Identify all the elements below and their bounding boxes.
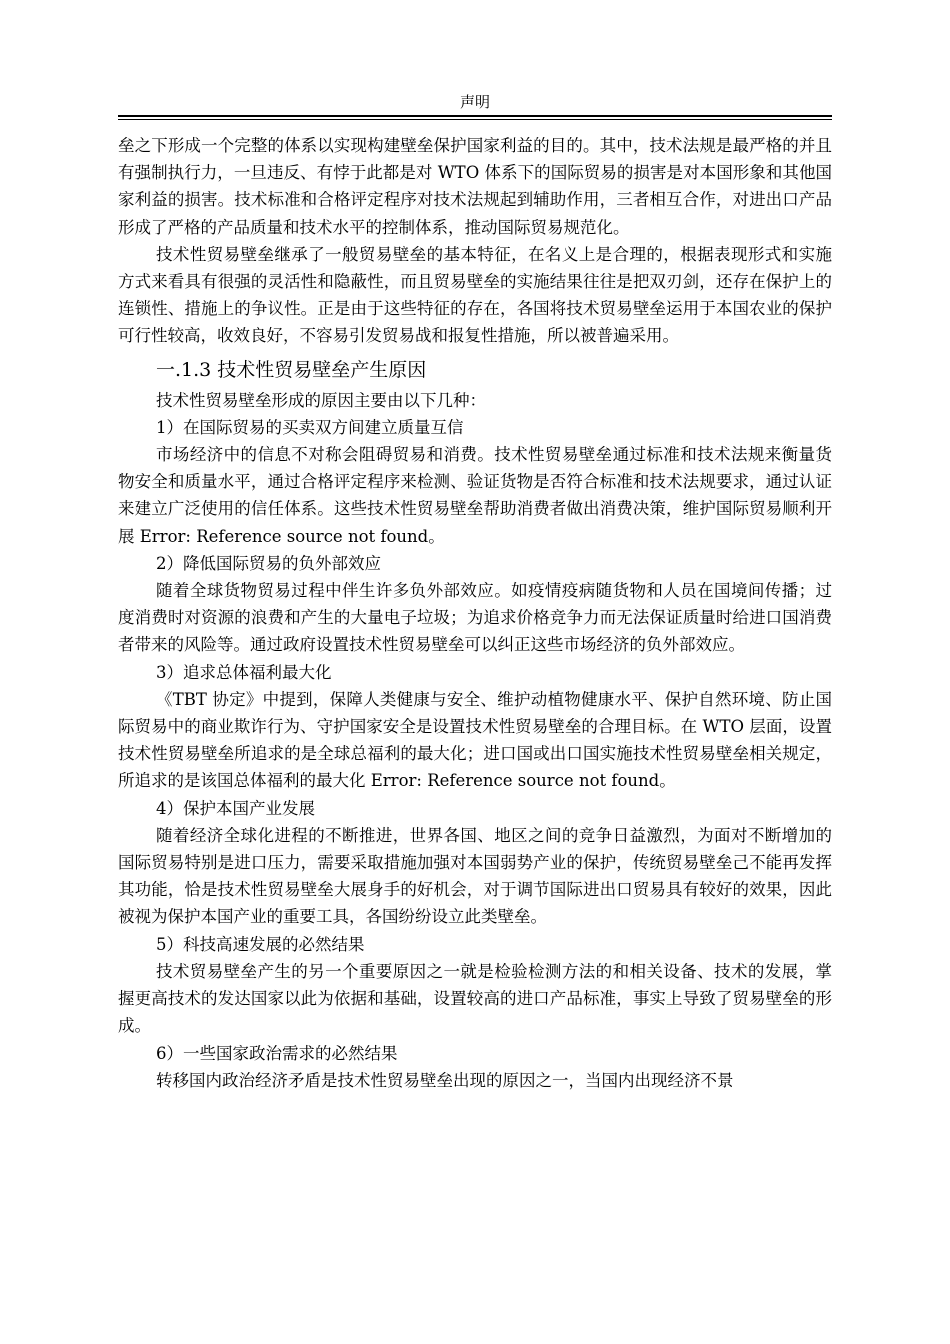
paragraph: 随着经济全球化进程的不断推进，世界各国、地区之间的竞争日益激烈，为面对不断增加的国际贸易特别是进口压力，需要采取措施加强对本国弱势产业的保护，传统贸易壁垒己不能再发挥其功能，恰是技术性贸易壁垒大展身手的好机会，对于调节国际进出口贸易具有较好的效果，因此被视为保护本国产业的重要工具，各国纷纷设立此类壁垒。: [118, 825, 832, 927]
paragraph-continued: 垒之下形成一个完整的体系以实现构建壁垒保护国家利益的目的。其中，技术法规是最严格的并且有强制执行力，一旦违反、有悖于此都是对 WTO 体系下的国际贸易的损害是对本国形象和其他国家利益的损害。技术标准和合格评定程序对技术法规起到辅助作用，三者相互合作，对进出口产品形成了严格的产品质量和技术水平的控制体系，推动国际贸易规范化。: [118, 136, 832, 237]
paragraph: 转移国内政治经济矛盾是技术性贸易壁垒出现的原因之一，当国内出现经济不景: [156, 1070, 734, 1090]
list-item-title: 3）追求总体福利最大化: [156, 662, 332, 682]
page-header-title: 声明: [459, 93, 490, 111]
document-body: [118, 132, 832, 1094]
list-item-title: 6）一些国家政治需求的必然结果: [156, 1043, 398, 1063]
section-heading: 一.1.3 技术性贸易壁垒产生原因: [156, 358, 427, 381]
paragraph: 随着全球货物贸易过程中伴生许多负外部效应。如疫情疫病随货物和人员在国境间传播；过度消费时对资源的浪费和产生的大量电子垃圾；为追求价格竞争力而无法保证质量时给进口国消费者带来的风险等。通过政府设置技术性贸易壁垒可以纠正这些市场经济的负外部效应。: [118, 581, 832, 655]
paragraph-intro: 技术性贸易壁垒形成的原因主要由以下几种：: [156, 390, 486, 410]
paragraph: 技术贸易壁垒产生的另一个重要原因之一就是检验检测方法的和相关设备、技术的发展，掌握更高技术的发达国家以此为依据和基础，设置较高的进口产品标准，事实上导致了贸易壁垒的形成。: [118, 961, 832, 1036]
list-item-title: 5）科技高速发展的必然结果: [156, 934, 365, 954]
paragraph: 市场经济中的信息不对称会阻碍贸易和消费。技术性贸易壁垒通过标准和技术法规来衡量货物安全和质量水平，通过合格评定程序来检测、验证货物是否符合标准和技术法规要求，通过认证来建立广泛使用的信任体系。这些技术性贸易壁垒帮助消费者做出消费决策，维护国际贸易顺利开展 Error: Reference source not found。: [118, 445, 832, 546]
list-item-title: 4）保护本国产业发展: [156, 798, 315, 818]
list-item-title: 2）降低国际贸易的负外部效应: [156, 553, 381, 573]
header-divider-thin: [118, 119, 832, 120]
list-item-title: 1）在国际贸易的买卖双方间建立质量互信: [156, 417, 464, 437]
paragraph: 《TBT 协定》中提到，保障人类健康与安全、维护动植物健康水平、保护自然环境、防止国际贸易中的商业欺诈行为、守护国家安全是设置技术性贸易壁垒的合理目标。在 WTO 层面，设置技术性贸易壁垒所追求的是全球总福利的最大化；进口国或出口国实施技术性贸易壁垒相关规定，所追求的是该国总体福利的最大化 Error: Reference source not found。: [118, 689, 832, 791]
header-divider: [118, 115, 832, 117]
paragraph: 技术性贸易壁垒继承了一般贸易壁垒的基本特征，在名义上是合理的，根据表现形式和实施方式来看具有很强的灵活性和隐蔽性，而且贸易壁垒的实施结果往往是把双刃剑，还存在保护上的连锁性、措施上的争议性。正是由于这些特征的存在，各国将技术贸易壁垒运用于本国农业的保护可行性较高，收效良好，不容易引发贸易战和报复性措施，所以被普遍采用。: [118, 244, 832, 346]
